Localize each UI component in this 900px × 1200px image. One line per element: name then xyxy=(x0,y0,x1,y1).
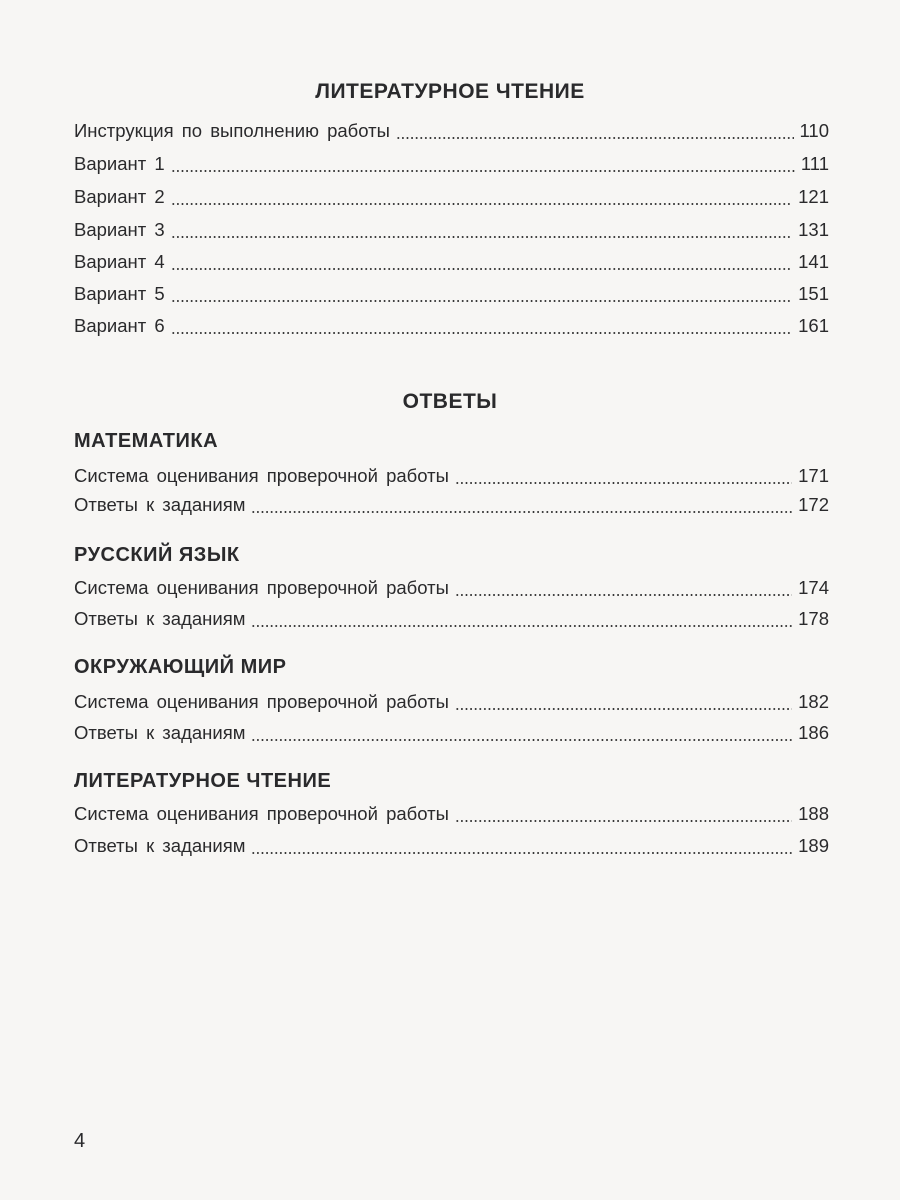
toc-page: 131 xyxy=(798,219,829,240)
toc-entry xyxy=(74,494,829,520)
toc-page: 121 xyxy=(798,186,829,207)
toc-entry xyxy=(74,315,829,341)
toc-label: Вариант 3 xyxy=(74,219,165,240)
toc-page: 110 xyxy=(799,120,829,141)
section-title-literary-reading: ЛИТЕРАТУРНОЕ ЧТЕНИЕ xyxy=(315,80,585,103)
subsection-title-literary-reading: ЛИТЕРАТУРНОЕ ЧТЕНИЕ xyxy=(74,770,332,792)
toc-label: Инструкция по выполнению работы xyxy=(74,120,390,141)
toc-page: 172 xyxy=(798,494,829,515)
toc-entry xyxy=(74,465,829,491)
toc-label: Вариант 6 xyxy=(74,315,165,336)
toc-entry xyxy=(74,691,829,717)
dot-leader xyxy=(171,235,792,239)
dot-leader xyxy=(251,624,792,628)
toc-label: Ответы к заданиям xyxy=(74,835,246,856)
dot-leader xyxy=(455,593,792,597)
dot-leader xyxy=(455,481,792,485)
toc-label: Вариант 1 xyxy=(74,153,165,174)
toc-entry xyxy=(74,803,829,829)
toc-entry xyxy=(74,186,829,212)
dot-leader xyxy=(171,169,795,173)
toc-page: 186 xyxy=(798,722,829,743)
toc-page: 178 xyxy=(798,608,829,629)
toc-label: Система оценивания проверочной работы xyxy=(74,803,449,824)
toc-page: 188 xyxy=(798,803,829,824)
toc-entry xyxy=(74,283,829,309)
dot-leader xyxy=(171,267,792,271)
toc-page: 171 xyxy=(798,465,829,486)
toc-page: 151 xyxy=(798,283,829,304)
toc-label: Вариант 2 xyxy=(74,186,165,207)
dot-leader xyxy=(171,202,792,206)
subsection-title-russian: РУССКИЙ ЯЗЫК xyxy=(74,544,240,566)
toc-label: Система оценивания проверочной работы xyxy=(74,577,449,598)
toc-entry xyxy=(74,577,829,603)
dot-leader xyxy=(251,510,792,514)
toc-entry xyxy=(74,219,829,245)
toc-label: Ответы к заданиям xyxy=(74,494,246,515)
toc-page: 111 xyxy=(800,153,829,174)
toc-page: 174 xyxy=(798,577,829,598)
toc-entry xyxy=(74,608,829,634)
toc-entry xyxy=(74,251,829,277)
toc-label: Ответы к заданиям xyxy=(74,608,246,629)
page-number: 4 xyxy=(74,1130,86,1152)
section-title-answers: ОТВЕТЫ xyxy=(402,390,498,413)
toc-page: 161 xyxy=(798,315,829,336)
toc-entry xyxy=(74,153,829,179)
dot-leader xyxy=(455,707,792,711)
toc-page: 182 xyxy=(798,691,829,712)
toc-page: 141 xyxy=(798,251,829,272)
subsection-title-world: ОКРУЖАЮЩИЙ МИР xyxy=(74,656,287,678)
dot-leader xyxy=(251,738,792,742)
toc-entry xyxy=(74,835,829,861)
toc-label: Вариант 4 xyxy=(74,251,165,272)
toc-label: Система оценивания проверочной работы xyxy=(74,691,449,712)
toc-entry xyxy=(74,722,829,748)
toc-label: Ответы к заданиям xyxy=(74,722,246,743)
dot-leader xyxy=(251,851,792,855)
toc-page: 189 xyxy=(798,835,829,856)
toc-label: Система оценивания проверочной работы xyxy=(74,465,449,486)
dot-leader xyxy=(171,299,792,303)
dot-leader xyxy=(396,136,794,140)
dot-leader xyxy=(455,819,792,823)
toc-label: Вариант 5 xyxy=(74,283,165,304)
dot-leader xyxy=(171,331,792,335)
subsection-title-math: МАТЕМАТИКА xyxy=(74,430,219,452)
toc-entry xyxy=(74,120,829,146)
